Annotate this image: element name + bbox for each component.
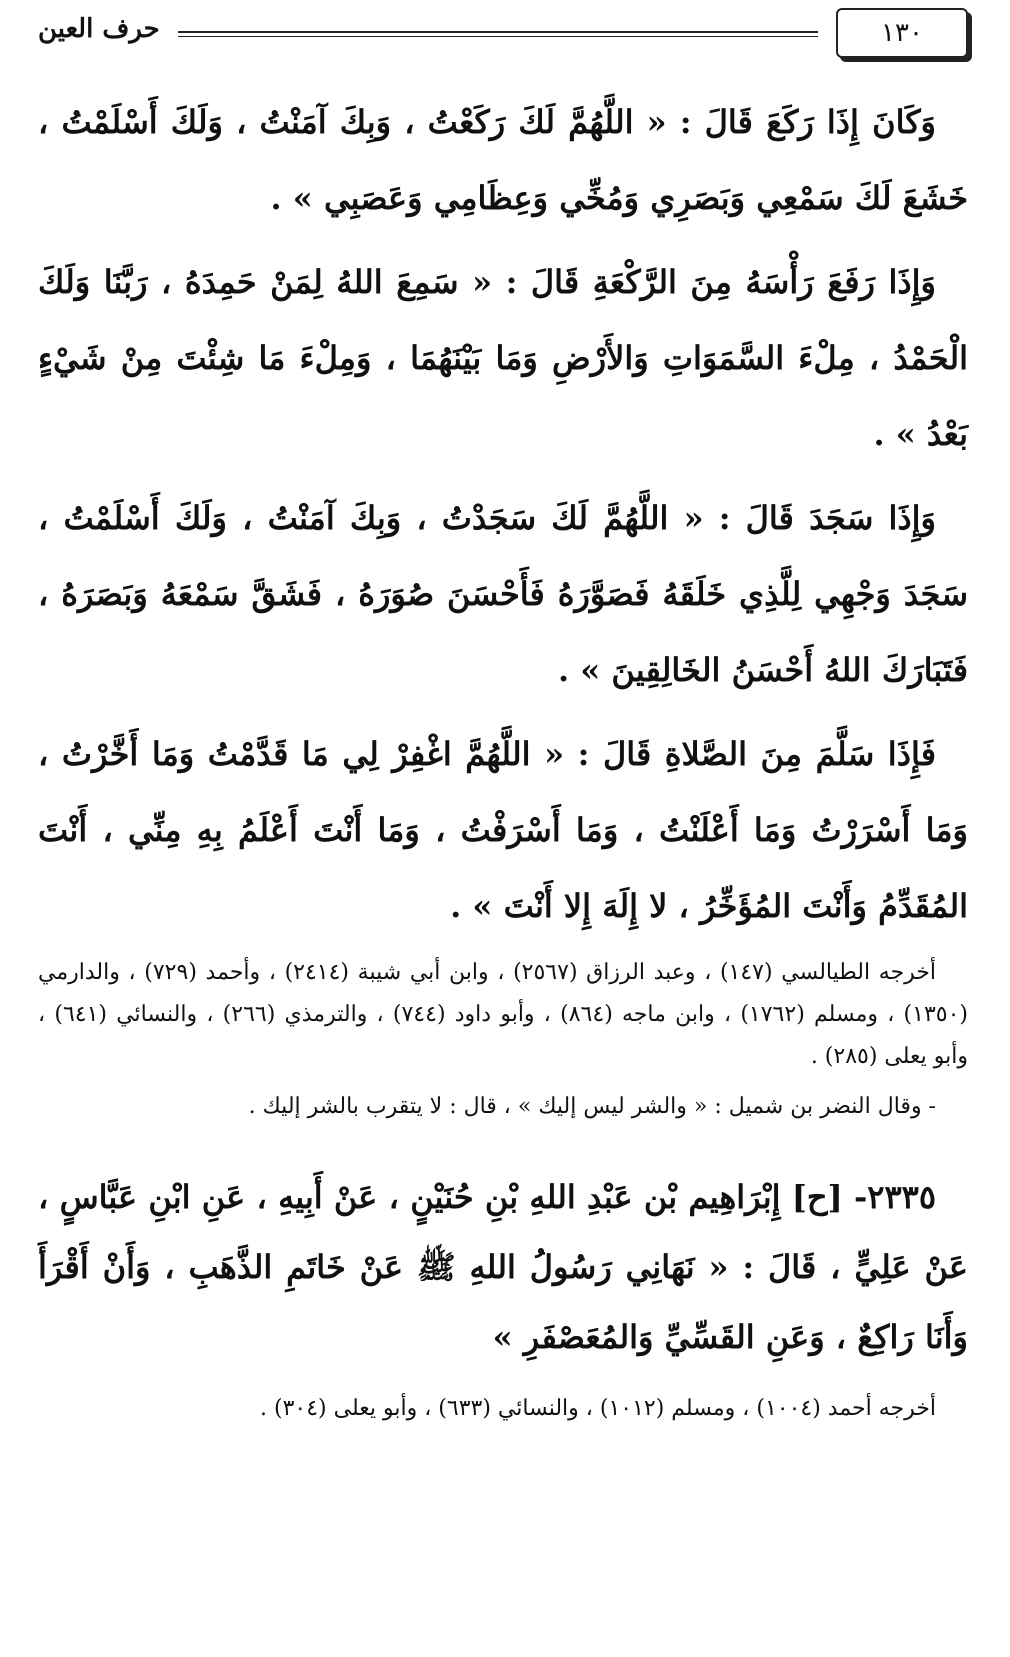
takhrij-note-2335: أخرجه أحمد (١٠٠٤) ، ومسلم (١٠١٢) ، والنسائي (٦٣٣) ، وأبو يعلى (٣٠٤) . (260, 1396, 936, 1421)
page-number: ١٣٠ (836, 8, 968, 58)
page-content (38, 84, 968, 1430)
page-header (38, 8, 968, 58)
takhrij-note: أخرجه الطيالسي (١٤٧) ، وعبد الرزاق (٢٥٦٧) ، وابن أبي شيبة (٢٤١٤) ، وأحمد (٧٢٩) ، والدارمي (١٣٥٠) ، ومسلم (١٧٦٢) ، وابن ماجه (٨٦٤) ، وأبو داود (٧٤٤) ، والترمذي (٢٦٦) ، والنسائي (٦٤١) ، وأبو يعلى (٢٨٥) . (38, 960, 968, 1069)
paragraph-ruku: وَكَانَ إِذَا رَكَعَ قَالَ : « اللَّهُمَّ لَكَ رَكَعْتُ ، وَبِكَ آمَنْتُ ، وَلَكَ أَسْلَمْتُ ، خَشَعَ لَكَ سَمْعِي وَبَصَرِي وَمُخِّي وَعِظَامِي وَعَصَبِي » . (38, 103, 968, 217)
chapter-title: حرف العين (38, 14, 160, 44)
paragraph-sujud: وَإِذَا سَجَدَ قَالَ : « اللَّهُمَّ لَكَ سَجَدْتُ ، وَبِكَ آمَنْتُ ، وَلَكَ أَسْلَمْتُ ، سَجَدَ وَجْهِي لِلَّذِي خَلَقَهُ فَصَوَّرَهُ فَأَحْسَنَ صُوَرَهُ ، فَشَقَّ سَمْعَهُ وَبَصَرَهُ ، فَتَبَارَكَ اللهُ أَحْسَنُ الخَالِقِينَ » . (38, 499, 968, 689)
header-rule (178, 31, 818, 37)
commentary-note: - وقال النضر بن شميل : « والشر ليس إليك » ، قال : لا يتقرب بالشر إليك . (248, 1094, 936, 1119)
hadith-2335: ٢٣٣٥- [ح] إِبْرَاهِيم بْن عَبْدِ اللهِ بْنِ حُنَيْنٍ ، عَنْ أَبِيهِ ، عَنِ ابْنِ عَبَّاسٍ ، عَنْ عَلِيٍّ ، قَالَ : « نَهَانِي رَسُولُ اللهِ ﷺ عَنْ خَاتَمِ الذَّهَبِ ، وَأَنْ أَقْرَأَ وَأَنَا رَاكِعٌ ، وَعَنِ القَسِّيِّ وَالمُعَصْفَرِ » (38, 1178, 969, 1356)
paragraph-salam: فَإِذَا سَلَّمَ مِنَ الصَّلاةِ قَالَ : « اللَّهُمَّ اغْفِرْ لِي مَا قَدَّمْتُ وَمَا أَخَّرْتُ ، وَمَا أَسْرَرْتُ وَمَا أَعْلَنْتُ ، وَمَا أَسْرَفْتُ ، وَمَا أَنْتَ أَعْلَمُ بِهِ مِنِّي ، أَنْتَ المُقَدِّمُ وَأَنْتَ المُؤَخِّرُ ، لا إِلَهَ إِلا أَنْتَ » . (38, 735, 968, 925)
paragraph-rising: وَإِذَا رَفَعَ رَأْسَهُ مِنَ الرَّكْعَةِ قَالَ : « سَمِعَ اللهُ لِمَنْ حَمِدَهُ ، رَبَّنَا وَلَكَ الْحَمْدُ ، مِلْءَ السَّمَوَاتِ وَالأَرْضِ وَمَا بَيْنَهُمَا ، وَمِلْءَ مَا شِئْتَ مِنْ شَيْءٍ بَعْدُ » . (38, 263, 968, 453)
